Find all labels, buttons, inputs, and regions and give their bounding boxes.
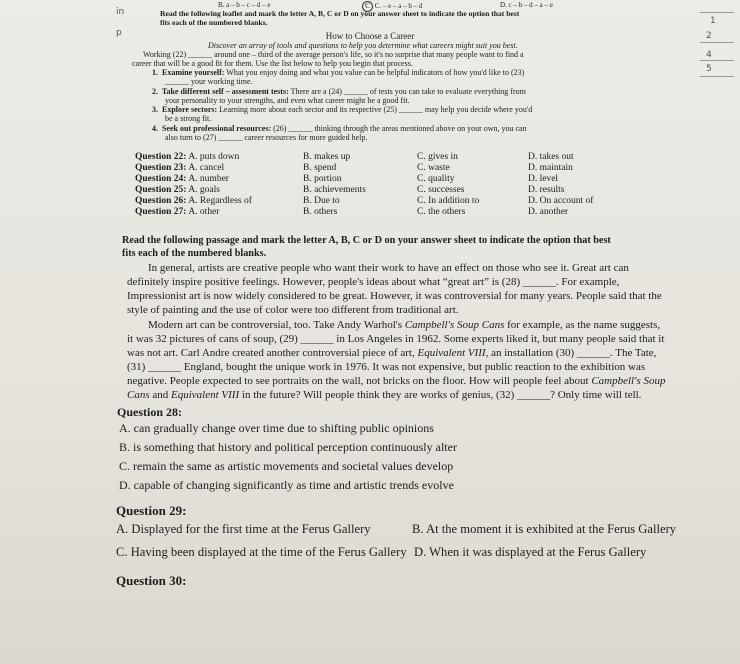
leaflet-instruction-line2: fits each of the numbered blanks. (160, 18, 268, 27)
mc-option-d[interactable]: D. results (528, 185, 565, 195)
mc-option-c[interactable]: C. the others (417, 207, 466, 217)
passage-p2-l6: Cans and Equivalent VIII in the future? Will people think they are works of genius, (32) ______? Only time will tell. (127, 389, 642, 401)
mc-question-label: Question 26: A. Regardless of (135, 196, 252, 206)
mc-option-c[interactable]: C. gives in (417, 152, 458, 162)
passage-p2-l5: negative. People expected to see portraits on the wall, not bricks on the floor. How will people feel about Campbell's Soup (127, 375, 666, 387)
passage-p1-l3: Impressionist art is now widely considered to be great. However, it was controversial for many years. People said that the (127, 290, 662, 302)
mc-option-c[interactable]: C. waste (417, 163, 450, 173)
question-29-label: Question 29: (116, 503, 187, 518)
leaflet-subtitle: Discover an array of tools and questions to help you determine what careers might suit you best. (208, 41, 518, 50)
leaflet-item-4: 4. Seek out professional resources: (26) ______ thinking through the areas mentioned above on your own, you can (152, 124, 527, 133)
passage-p2-l2: it was 32 pictures of cans of soup, (29) ______ in Los Angeles in 1962. Some experts liked it, but many people said that it (127, 333, 665, 345)
mc-option-d[interactable]: D. maintain (528, 163, 573, 173)
question-28-label: Question 28: (117, 405, 183, 419)
passage-p1-l1: In general, artists are creative people who want their work to have an effect on those who see it. Great art can (148, 262, 629, 274)
passage-instruction: Read the following passage and mark the letter A, B, C or D on your answer sheet to indicate the option that best (122, 235, 611, 246)
leaflet-item-3: 3. Explore sectors: Learning more about each sector and its respective (25) ______ may help you decide where you'd (152, 105, 533, 114)
passage-p1-l2: definitely inspire positive feelings. However, people's ideas about what “great art” is (28) ______. For example, (127, 276, 620, 288)
margin-note: in (116, 7, 125, 17)
passage-p1-l4: style of painting and the use of color were too different from traditional art. (127, 304, 459, 316)
margin-rule (700, 76, 734, 77)
leaflet-title: How to Choose a Career (325, 31, 415, 41)
leaflet-intro-line2: career that will be a good fit for them. Use the list below to help you begin that process. (132, 59, 413, 68)
circled-answer-mark: C (362, 1, 373, 12)
mc-question-label: Question 23: A. cancel (135, 163, 225, 173)
mc-question-label: Question 25: A. goals (135, 185, 220, 195)
mc-question-label: Question 27: A. other (135, 207, 220, 217)
leaflet-item-2-cont: your personality to your strengths, and even what career might be a good fit. (165, 96, 410, 105)
leaflet-item-2: 2. Take different self – assessment tests: There are a (24) ______ of tests you can take to evaluate everything from (152, 87, 526, 96)
passage-p2-l3: was not art. Carl Andre created another controversial piece of art, Equivalent VIII, an installation (30) ______. The Tate, (127, 347, 657, 359)
mc-option-d[interactable]: D. level (528, 174, 559, 184)
mc-option-b[interactable]: B. Due to (303, 196, 340, 206)
option-strip-d: D. c – b – d – a – e (500, 1, 553, 9)
mc-option-c[interactable]: C. In addition to (417, 196, 480, 206)
leaflet-item-1: 1. Examine yourself: What you enjoy doing and what you value can be helpful indicators of how you'd like to (23) (152, 68, 525, 77)
mc-option-b[interactable]: B. achievements (303, 185, 366, 195)
leaflet-item-4-cont: also turn to (27) ______ career resources for more guided help. (165, 133, 368, 142)
leaflet-item-3-cont: be a strong fit. (165, 114, 212, 123)
mc-option-b[interactable]: B. portion (303, 174, 342, 184)
mc-option-c[interactable]: C. successes (417, 185, 465, 195)
margin-note: 5 (706, 64, 712, 74)
option-strip-b: B. a – b – c – d – e (218, 1, 271, 9)
question-30-label: Question 30: (116, 573, 187, 588)
passage-p2-l4: (31) ______ England, bought the unique work in 1976. It was not expensive, but public reaction to the exhibition was (127, 361, 646, 373)
mc-option-d[interactable]: D. another (528, 207, 569, 217)
margin-note: p (116, 28, 122, 38)
leaflet-intro-line1: Working (22) ______ around one – third of the average person's life, so it's no surprise that many people want to find a (143, 50, 524, 59)
question-28-option-b[interactable]: B. is something that history and political perception continuously alter (119, 440, 457, 454)
margin-note: 4 (706, 50, 712, 60)
question-29-option-c[interactable]: C. Having been displayed at the time of the Ferus Gallery (116, 545, 407, 559)
option-strip-c: C C. – e – a – b – d (362, 1, 422, 12)
margin-note: 2 (706, 31, 712, 41)
leaflet-item-1-cont: ______ your working time. (165, 77, 253, 86)
question-29-option-b[interactable]: B. At the moment it is exhibited at the Ferus Gallery (412, 522, 677, 536)
question-29-option-a[interactable]: A. Displayed for the first time at the Ferus Gallery (116, 522, 371, 536)
question-28-option-c[interactable]: C. remain the same as artistic movements and societal values develop (119, 459, 454, 473)
mc-option-b[interactable]: B. spend (303, 163, 337, 173)
mc-option-d[interactable]: D. On account of (528, 196, 594, 206)
question-29-option-d[interactable]: D. When it was displayed at the Ferus Gallery (414, 545, 647, 559)
question-28-option-d[interactable]: D. capable of changing significantly as time and artistic trends evolve (119, 478, 454, 492)
margin-rule (700, 12, 734, 13)
mc-option-b[interactable]: B. makes up (303, 152, 351, 162)
mc-question-label: Question 24: A. number (135, 174, 229, 184)
question-28-option-a[interactable]: A. can gradually change over time due to shifting public opinions (119, 421, 434, 435)
passage-p2-l1: Modern art can be controversial, too. Take Andy Warhol's Campbell's Soup Cans for example, as the name suggests, (148, 319, 661, 331)
mc-option-b[interactable]: B. others (303, 207, 338, 217)
margin-rule (700, 60, 734, 61)
mc-option-d[interactable]: D. takes out (528, 152, 574, 162)
leaflet-instruction: Read the following leaflet and mark the letter A, B, C or D on your answer sheet to indicate the option that best (160, 9, 520, 18)
margin-rule (700, 42, 734, 43)
margin-note: 1 (710, 16, 716, 26)
mc-question-label: Question 22: A. puts down (135, 152, 240, 162)
passage-instruction-line2: fits each of the numbered blanks. (122, 248, 267, 259)
mc-option-c[interactable]: C. quality (417, 174, 455, 184)
